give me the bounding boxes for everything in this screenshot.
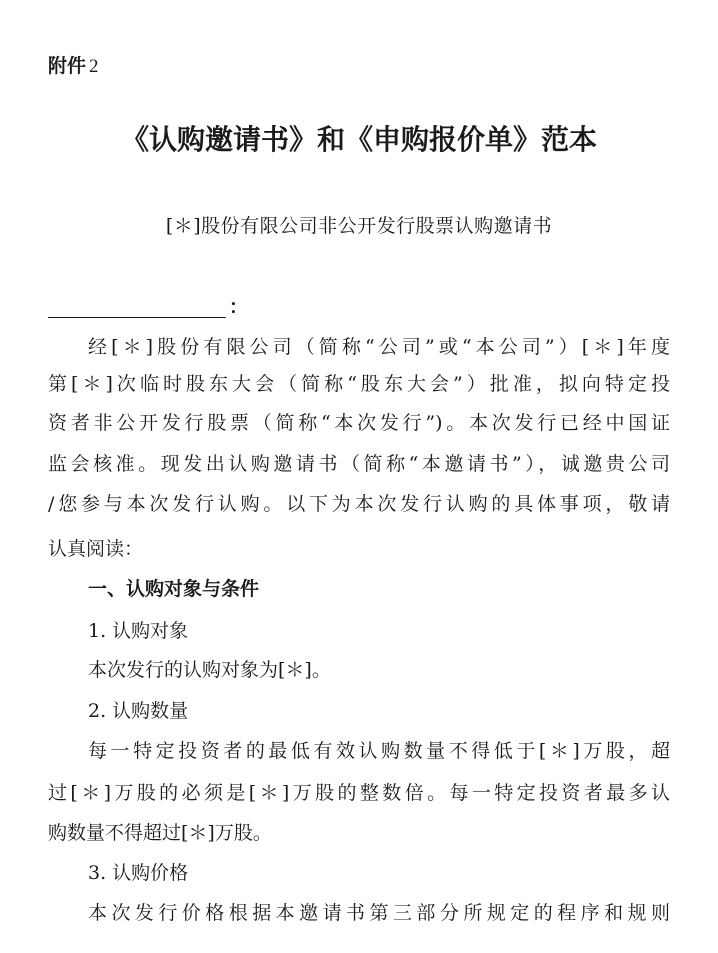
addressee-colon: ： [229,296,249,318]
intro-line-1: 经[＊]股份有限公司（简称“公司”或“本公司”）[＊]年度 [88,336,670,358]
item-1-heading: 1. 认购对象 [88,620,189,642]
attachment-number: 2 [89,56,99,77]
attachment-label [48,54,99,79]
section-1-heading: 一、认购对象与条件 [88,578,260,600]
item-1-text: 本次发行的认购对象为[＊]。 [88,659,331,681]
intro-line-4: 监会核准。现发出认购邀请书（简称“本邀请书”），诚邀贵公司 [48,453,670,475]
item-2-line-1: 每一特定投资者的最低有效认购数量不得低于[＊]万股，超 [88,740,670,762]
intro-line-6: 认真阅读： [48,538,144,560]
invitation-subtitle: [＊]股份有限公司非公开发行股票认购邀请书 [165,215,553,237]
item-2-heading: 2. 认购数量 [88,700,189,722]
attachment-label-text: 附件 [48,55,87,77]
intro-line-2: 第[＊]次临时股东大会（简称“股东大会”）批准，拟向特定投 [48,373,670,395]
item-3-line-1: 本次发行价格根据本邀请书第三部分所规定的程序和规则 [88,902,670,924]
addressee-blank-underline [48,317,226,318]
document-title: 《认购邀请书》和《申购报价单》范本 [120,123,597,156]
intro-line-3: 资者非公开发行股票（简称“本次发行”)。本次发行已经中国证 [48,412,670,434]
item-2-line-2: 过[＊]万股的必须是[＊]万股的整数倍。每一特定投资者最多认 [48,782,670,804]
item-3-heading: 3. 认购价格 [88,862,189,884]
intro-line-5: /您参与本次发行认购。以下为本次发行认购的具体事项，敬请 [48,493,670,515]
item-2-line-3: 购数量不得超过[＊]万股。 [48,822,272,844]
